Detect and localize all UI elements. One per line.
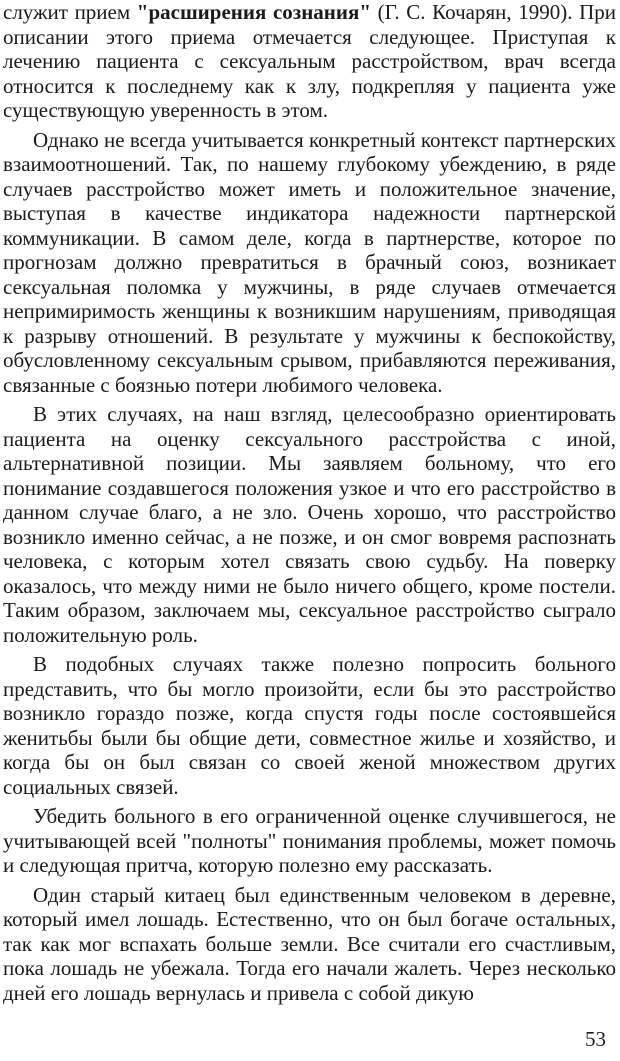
paragraph-5: Убедить больного в его ограниченной оценке случившегося, не учитывающей всей "полноты" понимания проблемы, может помочь и следующая притча, которую полезно ему рассказать. — [3, 804, 616, 877]
paragraph-1-rest: (Г. С. Кочарян, 1990). При описании этого приема отмечается следующее. Приступая к лечению пациента с сексуальным расстройством, врач всегда относится к последнему как к злу, подкрепляя у пациента уже существующую уверенность в этом. — [3, 0, 616, 122]
paragraph-1 — [3, 0, 616, 123]
text-column — [3, 0, 616, 1010]
paragraph-3: В этих случаях, на наш взгляд, целесообразно ориентировать пациента на оценку сексуального расстройства с иной, альтернативной позиции. Мы заявляем больному, что его понимание создавшегося положения узкое и что его расстройство в данном случае благо, а не зло. Очень хорошо, что расстройство возникло именно сейчас, а не позже, и он смог вовремя распознать человека, с которым хотел связать свою судьбу. На поверку оказалось, что между ними не было ничего общего, кроме постели. Таким образом, заключаем мы, сексуальное расстройство сыграло положительную роль. — [3, 402, 616, 647]
page-number: 53 — [585, 1027, 606, 1051]
emphasized-term: "расширения сознания" — [136, 0, 372, 24]
paragraph-1-lead: служит прием — [3, 0, 137, 24]
paragraph-2: Однако не всегда учитывается конкретный контекст партнерских взаимоотношений. Так, по нашему глубокому убеждению, в ряде случаев расстройство может иметь и положительное значение, выступая в качестве индикатора надежности партнерской коммуникации. В самом деле, когда в партнерстве, которое по прогнозам должно превратиться в брачный союз, возникает сексуальная поломка у мужчины, в ряде случаев отмечается непримиримость женщины к возникшим нарушениям, приводящая к разрыву отношений. В результате у мужчины к беспокойству, обусловленному сексуальным срывом, прибавляются переживания, связанные с боязнью потери любимого человека. — [3, 127, 616, 397]
paragraph-6: Один старый китаец был единственным человеком в деревне, который имел лошадь. Естественно, что он был богаче остальных, так как мог вспахать больше земли. Все считали его счастливым, пока лошадь не убежала. Тогда его начали жалеть. Через несколько дней его лошадь вернулась и привела с собой дикую — [3, 882, 616, 1005]
paragraph-4: В подобных случаях также полезно попросить больного представить, что бы могло произойти, если бы это расстройство возникло гораздо позже, когда спустя годы после состоявшейся женитьбы были бы общие дети, совместное жилье и хозяйство, и когда бы он был связан со своей женой множеством других социальных связей. — [3, 652, 616, 799]
